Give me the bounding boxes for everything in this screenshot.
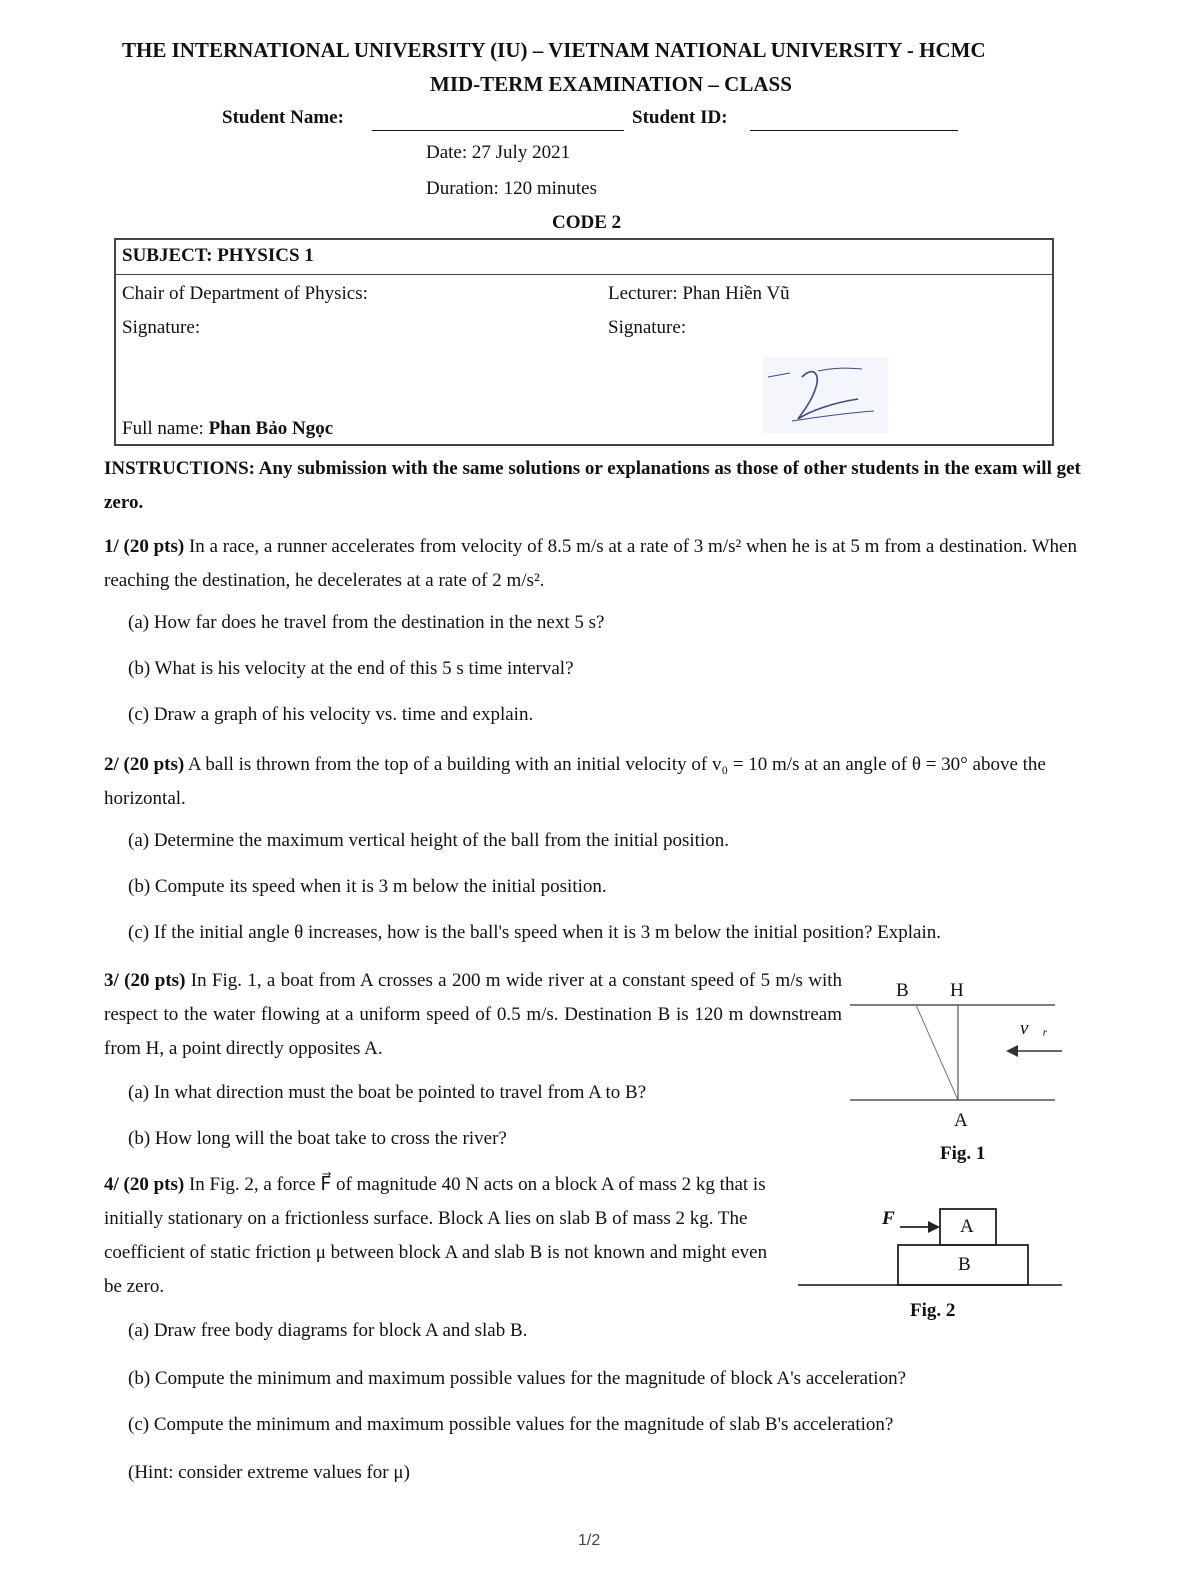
question-2: [104, 748, 1084, 816]
q2-part-b: (b) Compute its speed when it is 3 m below the initial position.: [128, 876, 607, 897]
fig2-label-f: F⃗: [882, 1208, 910, 1229]
q2-head: 2/ (20 pts): [104, 754, 185, 775]
q2-text: A ball is thrown from the top of a building with an initial velocity of v₀ = 10 m/s at an angle of θ = 30° above the horizontal.: [104, 754, 1046, 809]
student-id-blank: [750, 112, 958, 131]
q4-part-b: (b) Compute the minimum and maximum possible values for the magnitude of block A's acceleration?: [128, 1368, 907, 1389]
q3-part-b: (b) How long will the boat take to cross the river?: [128, 1128, 507, 1149]
exam-title: MID-TERM EXAMINATION – CLASS: [430, 72, 792, 96]
instructions-text: Any submission with the same solutions or explanations as those of other students in the exam will get zero.: [104, 458, 1081, 513]
q3-text: In Fig. 1, a boat from A crosses a 200 m wide river at a constant speed of 5 m/s with respect to the water flowing at a uniform speed of 0.5 m/s. Destination B is 120 m downstream from H, a point directly opposites A.: [104, 970, 842, 1059]
question-1: [104, 530, 1084, 598]
chair-label: Chair of Department of Physics:: [122, 283, 368, 304]
fig2-caption: Fig. 2: [910, 1300, 956, 1321]
instructions: [104, 452, 1084, 520]
q3-head: 3/ (20 pts): [104, 970, 186, 991]
fig1-caption: Fig. 1: [940, 1143, 986, 1164]
student-id-label: Student ID:: [632, 107, 728, 128]
fig1-vector-label: v⃗ᵣ: [1020, 1018, 1048, 1039]
q1-part-b: (b) What is his velocity at the end of this 5 s time interval?: [128, 658, 574, 679]
lecturer-signature: [762, 357, 888, 433]
signature-left-label: Signature:: [122, 317, 201, 338]
exam-code: CODE 2: [552, 212, 622, 233]
q4-part-c: (c) Compute the minimum and maximum possible values for the magnitude of slab B's acceleration?: [128, 1414, 894, 1435]
fig2-label-a: A: [960, 1216, 974, 1237]
fig1-label-a: A: [954, 1110, 968, 1131]
fig1-label-h: H: [950, 980, 964, 1001]
question-3: [104, 964, 842, 1066]
university-title: THE INTERNATIONAL UNIVERSITY (IU) – VIETNAM NATIONAL UNIVERSITY - HCMC: [122, 38, 986, 62]
q4-hint: (Hint: consider extreme values for μ): [128, 1462, 410, 1483]
exam-date: Date: 27 July 2021: [426, 142, 571, 163]
q4-part-a: (a) Draw free body diagrams for block A and slab B.: [128, 1320, 528, 1341]
lecturer-name: Lecturer: Phan Hiền Vũ: [608, 283, 790, 304]
full-name-label: Full name:: [122, 418, 204, 439]
q2-part-a: (a) Determine the maximum vertical height of the ball from the initial position.: [128, 830, 729, 851]
page-number: 1/2: [578, 1532, 601, 1549]
q1-text: In a race, a runner accelerates from velocity of 8.5 m/s at a rate of 3 m/s² when he is at 5 m from a destination. When reaching the destination, he decelerates at a rate of 2 m/s².: [104, 536, 1077, 591]
q1-part-c: (c) Draw a graph of his velocity vs. time and explain.: [128, 704, 534, 725]
q2-part-c: (c) If the initial angle θ increases, how is the ball's speed when it is 3 m below the initial position? Explain.: [128, 922, 941, 943]
full-name: [122, 418, 333, 440]
q1-head: 1/ (20 pts): [104, 536, 185, 557]
fig1-path-ab: [916, 1005, 958, 1100]
subject-title: SUBJECT: PHYSICS 1: [122, 245, 314, 266]
student-name-blank: [372, 112, 624, 131]
subject-divider: [116, 274, 1052, 275]
fig1-arrowhead: [1006, 1045, 1018, 1057]
exam-duration: Duration: 120 minutes: [426, 178, 597, 199]
full-name-value: Phan Bảo Ngọc: [208, 418, 334, 439]
q3-part-a: (a) In what direction must the boat be pointed to travel from A to B?: [128, 1082, 647, 1103]
figure-2: [790, 1195, 1070, 1295]
fig2-force-arrowhead: [928, 1221, 940, 1233]
student-name-label: Student Name:: [222, 107, 344, 128]
q4-text: In Fig. 2, a force F⃗ of magnitude 40 N acts on a block A of mass 2 kg that is initially stationary on a frictionless surface. Block A lies on slab B of mass 2 kg. The coefficient of static friction μ between block A and slab B is not known and might even be zero.: [104, 1174, 768, 1297]
fig1-label-b: B: [896, 980, 909, 1001]
figure-1: [840, 975, 1070, 1165]
q4-head: 4/ (20 pts): [104, 1174, 185, 1195]
question-4: [104, 1168, 784, 1304]
instructions-label: INSTRUCTIONS:: [104, 458, 255, 479]
subject-box: [114, 238, 1054, 446]
fig2-label-b: B: [958, 1254, 971, 1275]
q1-part-a: (a) How far does he travel from the destination in the next 5 s?: [128, 612, 605, 633]
signature-right-label: Signature:: [608, 317, 687, 338]
